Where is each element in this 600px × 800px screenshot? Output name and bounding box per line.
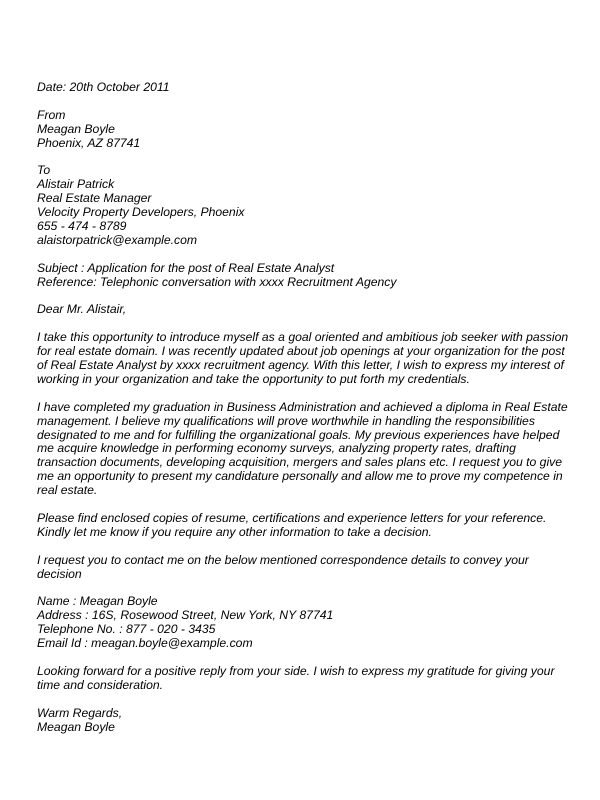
body-paragraph-1: [37, 331, 577, 387]
body-paragraph-2: [37, 401, 577, 498]
sign-off: Warm Regards,: [37, 705, 123, 720]
contact-telephone: Telephone No. : 877 - 020 - 3435: [37, 622, 216, 637]
from-label: From: [37, 107, 66, 122]
recipient-company: Velocity Property Developers, Phoenix: [37, 205, 245, 220]
paragraph-line: management. I believe my qualifications will prove worthwhile in handling the responsibilities: [37, 413, 535, 428]
recipient-phone: 655 - 474 - 8789: [37, 219, 127, 234]
reference-line: Reference: Telephonic conversation with xxxx Recruitment Agency: [37, 274, 397, 289]
paragraph-line: real estate.: [37, 483, 98, 498]
salutation: Dear Mr. Alistair,: [37, 302, 127, 317]
paragraph-line: I have completed my graduation in Business Administration and achieved a diploma in Real Estate: [37, 399, 568, 414]
date-block: [37, 81, 577, 95]
signature-name: Meagan Boyle: [37, 719, 115, 734]
sender-block: [37, 109, 577, 151]
recipient-title: Real Estate Manager: [37, 191, 152, 206]
letter-date: Date: 20th October 2011: [37, 80, 170, 94]
paragraph-line: working in your organization and take the opportunity to put forth my credentials.: [37, 371, 470, 386]
cover-letter: [37, 81, 577, 748]
closing-paragraph: [37, 665, 577, 693]
paragraph-line: Looking forward for a positive reply from your side. I wish to express my gratitude for giving your: [37, 663, 555, 678]
recipient-name: Alistair Patrick: [37, 177, 115, 192]
contact-details-block: [37, 595, 577, 651]
paragraph-line: Kindly let me know if you require any other information to take a decision.: [37, 524, 432, 539]
paragraph-line: me acquire knowledge in performing economy surveys, analyzing property rates, drafting: [37, 441, 516, 456]
subject-line: Subject : Application for the post of Real Estate Analyst: [37, 260, 335, 275]
contact-email: Email Id : meagan.boyle@example.com: [37, 636, 253, 651]
subject-block: [37, 262, 577, 290]
paragraph-line: of Real Estate Analyst by xxxx recruitment agency. With this letter, I wish to express my interest of: [37, 358, 564, 373]
signature-block: [37, 707, 577, 735]
paragraph-line: me an opportunity to present my candidature personally and allow me to prove my competence in: [37, 469, 563, 484]
contact-name: Name : Meagan Boyle: [37, 594, 158, 609]
salutation-block: [37, 303, 577, 317]
paragraph-line: I request you to contact me on the below mentioned correspondence details to convey your: [37, 552, 529, 567]
recipient-block: [37, 164, 577, 247]
body-paragraph-4: [37, 554, 577, 582]
paragraph-line: for real estate domain. I was recently updated about job openings at your organization for the post: [37, 344, 565, 359]
sender-location: Phoenix, AZ 87741: [37, 135, 141, 150]
sender-name: Meagan Boyle: [37, 121, 115, 136]
paragraph-line: decision: [37, 566, 82, 581]
to-label: To: [37, 163, 51, 178]
paragraph-line: transaction documents, developing acquisition, mergers and sales plans etc. I request you to give: [37, 455, 563, 470]
paragraph-line: Please find enclosed copies of resume, certifications and experience letters for your reference.: [37, 510, 547, 525]
paragraph-line: time and consideration.: [37, 677, 164, 692]
paragraph-line: I take this opportunity to introduce myself as a goal oriented and ambitious job seeker with passion: [37, 330, 569, 345]
paragraph-line: designated to me and for fulfilling the organizational goals. My previous experiences have helped: [37, 427, 560, 442]
contact-address: Address : 16S, Rosewood Street, New York, NY 87741: [37, 608, 334, 623]
body-paragraph-3: [37, 512, 577, 540]
recipient-email: alaistorpatrick@example.com: [37, 232, 198, 247]
